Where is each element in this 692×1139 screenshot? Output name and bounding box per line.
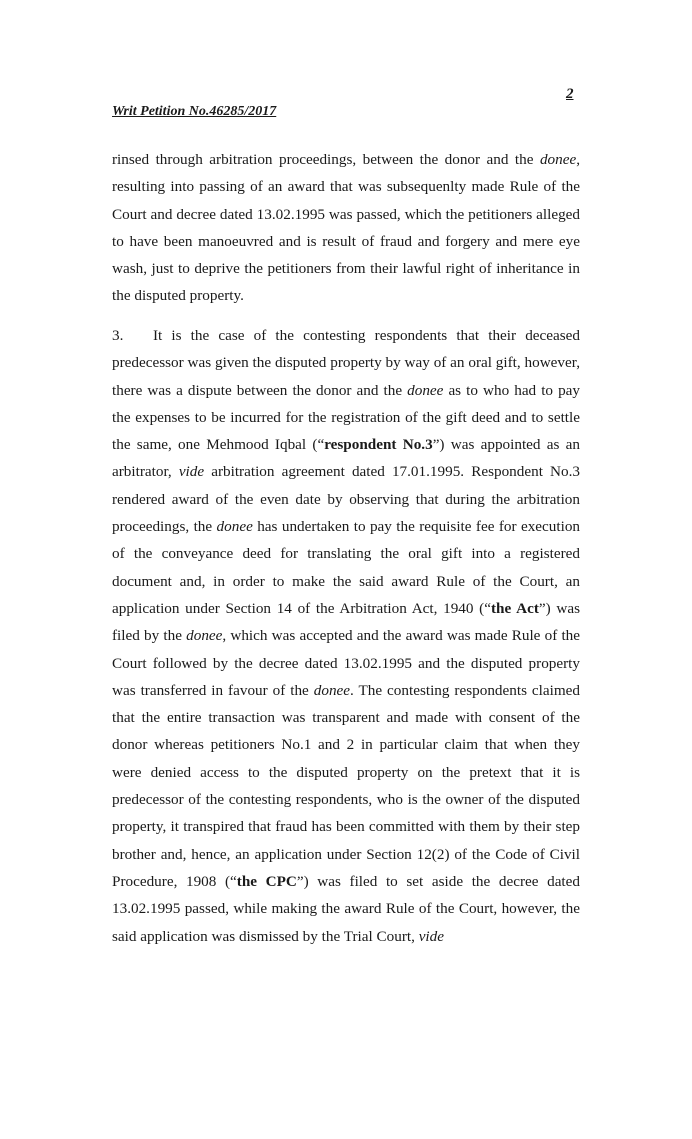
page-number: 2 <box>566 86 574 102</box>
case-header: Writ Petition No.46285/2017 <box>112 104 277 119</box>
emphasis-vide: vide <box>178 463 205 481</box>
paragraph-3-text: has undertaken to pay the requisite fee for execution of the conveyance deed for translating the oral gift into a registered document and, in order to make the said award Rule of the Court, an application under Section 14 of the Arbitration Act, 1940 (“ <box>112 518 581 617</box>
paragraph-3-text: It is the case of the contesting respondents that their deceased predecessor was given the disputed property by way of an oral gift, however, there was a dispute between the donor and the <box>112 327 580 399</box>
defined-term-respondent-no3: respondent No.3 <box>324 436 433 454</box>
paragraph-3-text: , which was accepted and the award was made Rule of the Court followed by the decree dated 13.02.1995 and the disputed property was transferred in favour of the <box>112 627 580 699</box>
paragraph-3-text: arbitration agreement dated 17.01.1995. Respondent No.3 rendered award of the even date by observing that during the arbitration proceedings, the <box>112 463 580 536</box>
paragraph-3-text: as to who had to pay the expenses to be incurred for the registration of the gift deed and to settle the same, one Mehmood Iqbal (“ <box>112 381 580 454</box>
paragraph-1-text: , resulting into passing of an award that was subsequenlty made Rule of the Court and decree dated 13.02.1995 was passed, which the petitioners alleged to have been manoeuvred and is result of fraud and forgery and mere eye wash, just to deprive the petitioners from their lawful right of inheritance in the disputed property. <box>112 151 580 305</box>
emphasis-donee: donee <box>539 151 577 168</box>
emphasis-donee: donee <box>313 681 351 699</box>
emphasis-vide: vide <box>418 927 444 945</box>
paragraph-1 <box>112 146 580 310</box>
paragraph-3-text: ”) was filed by the <box>112 599 580 645</box>
paragraph-1-text: rinsed through arbitration proceedings, between the donor and the <box>112 151 540 168</box>
emphasis-donee: donee <box>216 518 253 536</box>
paragraph-number: 3. <box>112 327 124 344</box>
paragraph-3 <box>112 322 580 950</box>
paragraph-3-text: ”) was appointed as an arbitrator, <box>112 436 580 481</box>
emphasis-donee: donee <box>186 627 223 645</box>
paragraph-3-text: ”) was filed to set aside the decree dated 13.02.1995 passed, while making the award Rule of the Court, however, the said application was dismissed by the Trial Court, <box>112 872 580 945</box>
defined-term-the-act: the Act <box>491 599 539 617</box>
defined-term-the-cpc: the CPC <box>236 872 297 890</box>
paragraph-3-text: . The contesting respondents claimed that the entire transaction was transparent and made with consent of the donor whereas petitioners No.1 and 2 in particular claim that when they were denied access to the disputed property on the pretext that it is predecessor of the contesting respondents, who is the owner of the disputed property, it transpired that fraud has been committed with them by their step brother and, hence, an application under Section 12(2) of the Code of Civil Procedure, 1908 (“ <box>112 681 580 890</box>
emphasis-donee: donee <box>407 381 444 399</box>
